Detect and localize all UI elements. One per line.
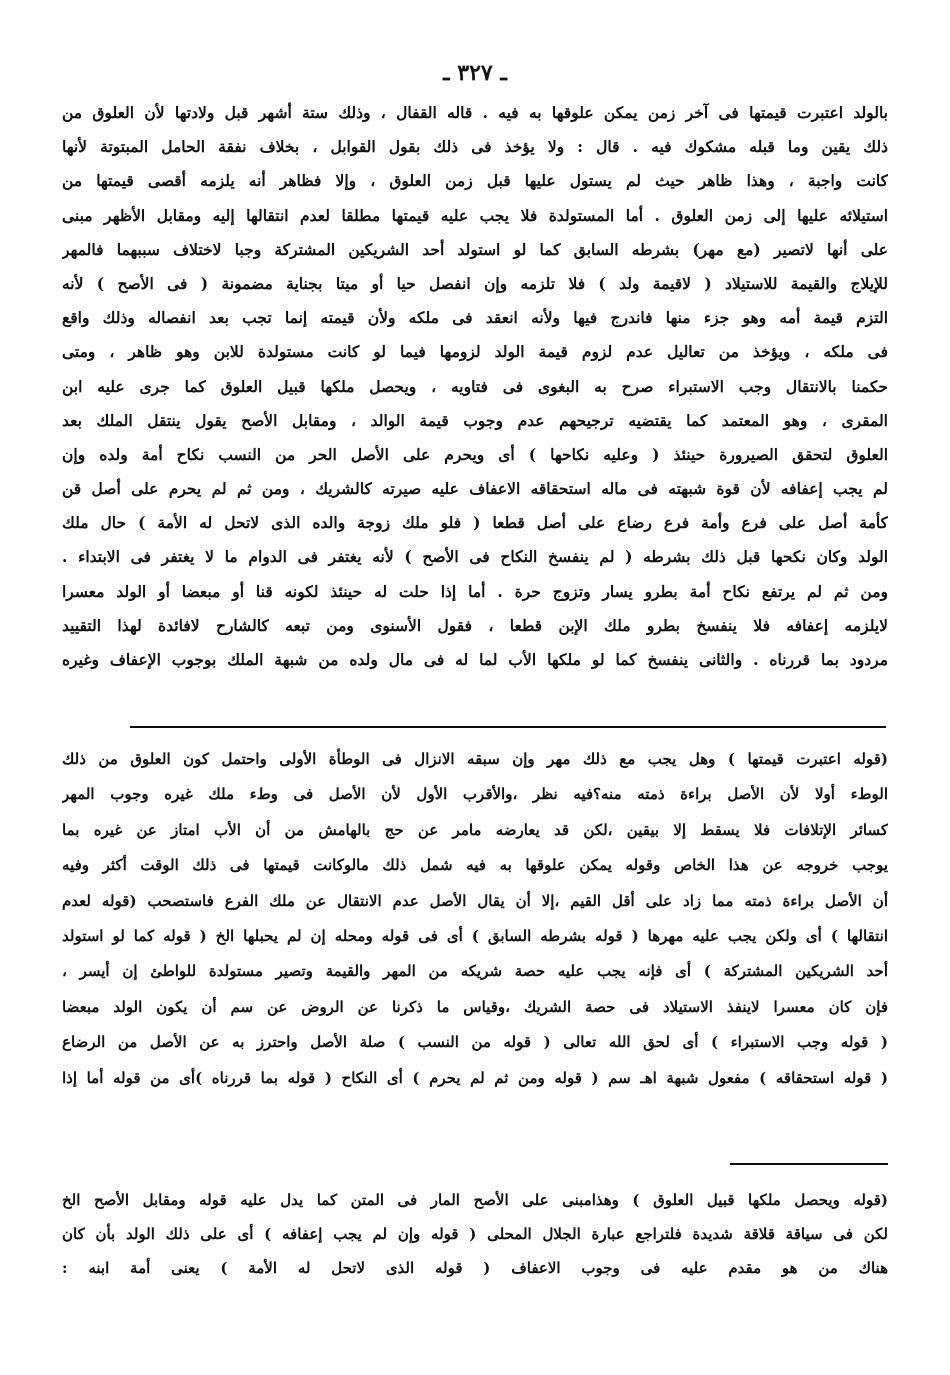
main-text-line: للإيلاج والقيمة للاستيلاد ( لاقيمة ولد ) فلا تلزمه وإن انفصل حيا أو ميتا بجناية مضمونة ( فى الأصح ) لأنه <box>62 273 888 293</box>
footnote-line: انتقالها ) أى ولكن يجب عليه مهرها ( قوله بشرطه السابق ) أى فى قوله ومحله إن لم يحبلها الخ ( قوله كما لو استولد <box>62 926 888 945</box>
footnotes-block-1 <box>62 742 888 1096</box>
footnote-line: الوطء أولا لأن الأصل براءة ذمته منه؟فيه نظر ،والأقرب الأول لأن الأصل فى وطء ملك غيره وجوب المهر <box>62 785 888 804</box>
footnote-line: (قوله ويحصل ملكها قبيل العلوق ) وهذامبنى على الأصح المار فى المتن كما يدل عليه قوله ومقابل الأصح الخ <box>62 1191 888 1209</box>
main-text-line: مردود بما قررناه . والثانى ينفسخ كما لو ملكها الأب لما له فى مال ولده من شبهة الملك بوجوب الإعفاف وغيره <box>62 650 888 669</box>
footnote-line: يوجب خروجه عن هذا الخاص وقوله يمكن علوقها به فيه شمل ذلك مالوكانت قيمتها فى ذلك الوقت أكثر وفيه <box>62 856 888 875</box>
page-number: ـ ٣٢٧ ـ <box>443 60 507 86</box>
main-text-line: بالولد اعتبرت قيمتها فى آخر زمن يمكن علوقها به فيه . قاله القفال ، وذلك ستة أشهر قبل ولادتها لأن العلوق من <box>62 103 888 122</box>
main-text-line: كأمة أصل على فرع وأمة فرع رضاع على أصل قطعا ( فلو ملك زوجة والده الذى لاتحل له الأمة ) حال ملك <box>62 513 888 533</box>
footnote-line: لكن فى سياقة قلاقة شديدة فلتراجع عبارة الجلال المحلى ( قوله وإن لم يجب إعفافه ) أى على ذلك الولد بأن كان <box>62 1225 888 1243</box>
main-text-line: على أنها لاتصير (مع مهر) بشرطه السابق كما لو استولد أحد الشريكين المشتركة وجبا لاختلاف سببهما فالمهر <box>62 239 888 259</box>
footnote-line: هناك من هو مقدم عليه فى وجوب الاعفاف ( قوله الذى لاتحل له الأمة ) يعنى أمة ابنه : <box>62 1259 888 1277</box>
footnote-line: أحد الشريكين المشتركة ) أى فإنه يجب عليه حصة شريكه من المهر والقيمة وتصير مستولدة للواطئ إن أيسر ، <box>62 962 888 981</box>
footnote-line: ( قوله وجب الاستبراء ) أى لحق الله تعالى ( قوله من النسب ) صلة الأصل واحترز به عن الأصل من الرضاع <box>62 1033 888 1052</box>
main-text-line: ذلك يقين وما قبله مشكوك فيه . قال : ولا يؤخذ فى ذلك بقول القوابل ، بخلاف نفقة الحامل المبتوتة لأنها <box>62 137 888 157</box>
main-text-line: ومن ثم لم يرتفع نكاح أمة بطرو يسار وتزوج حرة . أما إذا حلت له حينئذ لكونه قنا أو مبعضا أو الولد معسرا <box>62 581 888 601</box>
footnote-line: (قوله اعتبرت قيمتها ) وهل يجب مع ذلك مهر وإن سبقه الانزال فى الوطأة الأولى واحتمل كون العلوق من ذلك <box>62 750 888 768</box>
footnote-line: ( قوله استحقاقه ) مفعول شبهة اهـ سم ( قوله ومن ثم لم يحرم ) أى النكاح ( قوله بما قررناه )أى من قوله أما إذا <box>62 1068 888 1087</box>
main-text-line: استيلائه عليها إلى زمن العلوق . أما المستولدة فلا يجب عليه قيمتها مطلقا لعدم انتقالها إليه ومقابل الأظهر مبنى <box>62 205 888 225</box>
footnote-divider <box>130 726 886 728</box>
main-text-line: كانت واجبة ، وهذا ظاهر حيث لم يستول عليها قبل زمن العلوق ، وإلا فظاهر أنه يلزمه أقصى قيمتها من <box>62 171 888 191</box>
footnotes-block-2 <box>62 1183 888 1285</box>
footnote-line: كسائر الإتلافات فلا يسقط إلا بيقين ،لكن قد يعارضه مامر عن حج بالهامش من أن الأب امتاز عن غيره بما <box>62 820 888 839</box>
main-text-line: فى ملكه ، ويؤخذ من تعاليل عدم لزوم قيمة الولد لزومها فيما لو كانت مستولدة للابن وهو ظاهر ، ومتى <box>62 342 888 362</box>
main-text-line: لايلزمه إعفافه فلا ينفسخ بطرو ملك الإبن قطعا ، فقول الأسنوى ومن تبعه كالشارح لافائدة لهذا التقييد <box>62 615 888 635</box>
footnote-line: فإن كان معسرا لاينفذ الاستيلاد فى حصة الشريك ،وقياس ما ذكرنا عن الروض عن سم أن يكون الولد مبعضا <box>62 997 888 1016</box>
main-text-line: الولد وكان نكحها قبل ذلك بشرطه ( لم ينفسخ النكاح فى الأصح ) لأنه يغتفر فى الدوام ما لا يغتفر فى الابتداء . <box>62 547 888 567</box>
footnote-line: أن الأصل براءة ذمته مما زاد على أقل القيم ،إلا أن يقال الأصل عدم الانتقال عن ملك الفرع فاستصحب (قوله لعدم <box>62 891 888 910</box>
main-text <box>62 96 888 677</box>
main-text-line: العلوق لتحقق الصيرورة حينئذ ( وعليه نكاحها ) أى ويحرم على الأصل الحر من النسب نكاح أمة ولده وإن <box>62 444 888 464</box>
footnote-divider-short <box>730 1163 888 1165</box>
main-text-line: التزم قيمة أمه وهو جزء منها فاندرج فيها ولأنه انعقد فى ملكه ولأن قيمته إنما تجب بعد انفصاله وذلك واقع <box>62 308 888 328</box>
main-text-line: حكمنا بالانتقال وجب الاستبراء صرح به البغوى فى فتاويه ، ويحصل ملكها قبيل العلوق كما جرى عليه ابن <box>62 376 888 396</box>
main-text-line: لم يجب إعفافه لأن قوة شبهته فى ماله استحقاقه الاعفاف عليه صيرته كالشريك ، ومن ثم لم يحرم على أصل قن <box>62 479 888 499</box>
main-text-line: المقرى ، وهو المعتمد كما يقتضيه ترجيحهم عدم وجوب قيمة الوالد ، ومقابل الأصح يقول ينتقل الملك بعد <box>62 410 888 430</box>
